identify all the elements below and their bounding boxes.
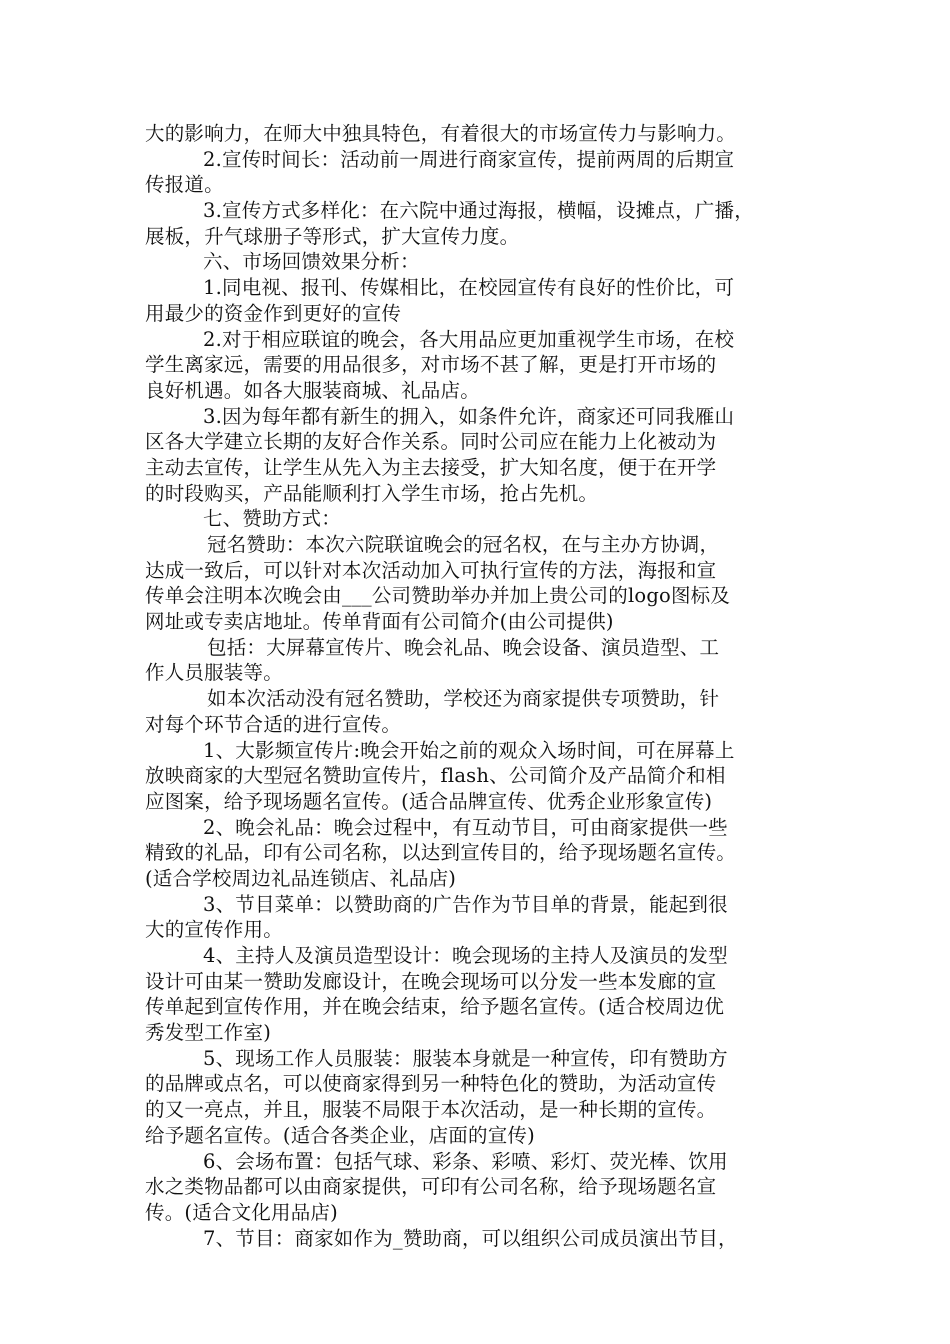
text-line: 如本次活动没有冠名赞助，学校还为商家提供专项赞助，针 — [207, 687, 720, 711]
text-line: 包括：大屏幕宣传片、晚会礼品、晚会设备、演员造型、工 — [207, 635, 720, 659]
text-line: 传单会注明本次晚会由___公司赞助举办并加上贵公司的logo图标及 — [145, 584, 731, 608]
section-heading: 七、赞助方式： — [203, 507, 341, 531]
text-line: 6、会场布置：包括气球、彩条、彩喷、彩灯、荧光棒、饮用 — [203, 1149, 728, 1173]
text-line: 设计可由某一赞助发廊设计，在晚会现场可以分发一些本发廊的宣 — [145, 969, 717, 993]
text-line: 大的宣传作用。 — [145, 918, 283, 942]
text-line: 3.宣传方式多样化：在六院中通过海报，横幅，设摊点，广播， — [203, 199, 754, 223]
text-line: 传。(适合文化用品店) — [145, 1200, 338, 1224]
text-line: 大的影响力，在师大中独具特色，有着很大的市场宣传力与影响力。 — [145, 122, 737, 145]
text-line: 学生离家远，需要的用品很多，对市场不甚了解，更是打开市场的 — [145, 353, 717, 377]
text-line: 1、大影频宣传片:晚会开始之前的观众入场时间，可在屏幕上 — [203, 738, 735, 762]
text-line: 3、节目菜单：以赞助商的广告作为节目单的背景，能起到很 — [203, 892, 728, 916]
text-line: 良好机遇。如各大服装商城、礼品店。 — [145, 378, 480, 402]
text-line: 4、主持人及演员造型设计：晚会现场的主持人及演员的发型 — [203, 944, 728, 967]
text-line: 放映商家的大型冠名赞助宣传片，flash、公司简介及产品简介和相 — [145, 764, 726, 788]
text-line: 应图案，给予现场题名宣传。(适合品牌宣传、优秀企业形象宣传) — [145, 789, 713, 813]
text-line: 传报道。 — [145, 173, 224, 197]
text-line: 秀发型工作室) — [145, 1021, 272, 1045]
text-line: 作人员服装等。 — [145, 661, 283, 685]
text-line: 2、晚会礼品：晚会过程中，有互动节目，可由商家提供一些 — [203, 815, 728, 839]
text-line: 网址或专卖店地址。传单背面有公司简介(由公司提供) — [145, 610, 614, 634]
text-line: 的品牌或点名，可以使商家得到另一种特色化的赞助，为活动宣传 — [145, 1072, 717, 1096]
text-line: 给予题名宣传。(适合各类企业，店面的宣传) — [145, 1123, 535, 1147]
text-line: 传单起到宣传作用，并在晚会结束，给予题名宣传。(适合校周边优 — [145, 995, 725, 1019]
text-line: 2.宣传时间长：活动前一周进行商家宣传，提前两周的后期宣 — [203, 147, 735, 171]
text-line: 展板，升气球册子等形式，扩大宣传力度。 — [145, 224, 520, 248]
text-line: (适合学校周边礼品连锁店、礼品店) — [145, 866, 457, 890]
text-line: 的时段购买，产品能顺利打入学生市场，抢占先机。 — [145, 481, 599, 505]
text-line: 7、节目：商家如作为_赞助商，可以组织公司成员演出节目， — [203, 1226, 738, 1250]
text-line: 水之类物品都可以由商家提供，可印有公司名称，给予现场题名宣 — [145, 1175, 717, 1199]
text-line: 区各大学建立长期的友好合作关系。同时公司应在能力上化被动为 — [145, 430, 717, 454]
document-page — [145, 121, 825, 1251]
text-line: 达成一致后，可以针对本次活动加入可执行宣传的方法，海报和宣 — [145, 558, 717, 582]
text-line: 主动去宣传，让学生从先入为主去接受，扩大知名度，便于在开学 — [145, 455, 717, 479]
text-line: 2.对于相应联谊的晚会，各大用品应更加重视学生市场，在校 — [203, 327, 735, 351]
text-line: 精致的礼品，印有公司名称，以达到宣传目的，给予现场题名宣传。 — [145, 841, 737, 865]
section-heading: 六、市场回馈效果分析： — [203, 250, 420, 274]
text-line: 1.同电视、报刊、传媒相比，在校园宣传有良好的性价比，可 — [203, 276, 735, 300]
text-line: 对每个环节合适的进行宣传。 — [145, 712, 402, 736]
text-line: 用最少的资金作到更好的宣传 — [145, 301, 402, 325]
text-line: 3.因为每年都有新生的拥入，如条件允许，商家还可同我雁山 — [203, 404, 735, 428]
text-line: 冠名赞助：本次六院联谊晚会的冠名权，在与主办方协调， — [207, 533, 720, 556]
text-line: 5、现场工作人员服装：服装本身就是一种宣传，印有赞助方 — [203, 1046, 728, 1070]
text-line: 的又一亮点，并且，服装不局限于本次活动，是一种长期的宣传。 — [145, 1098, 717, 1122]
